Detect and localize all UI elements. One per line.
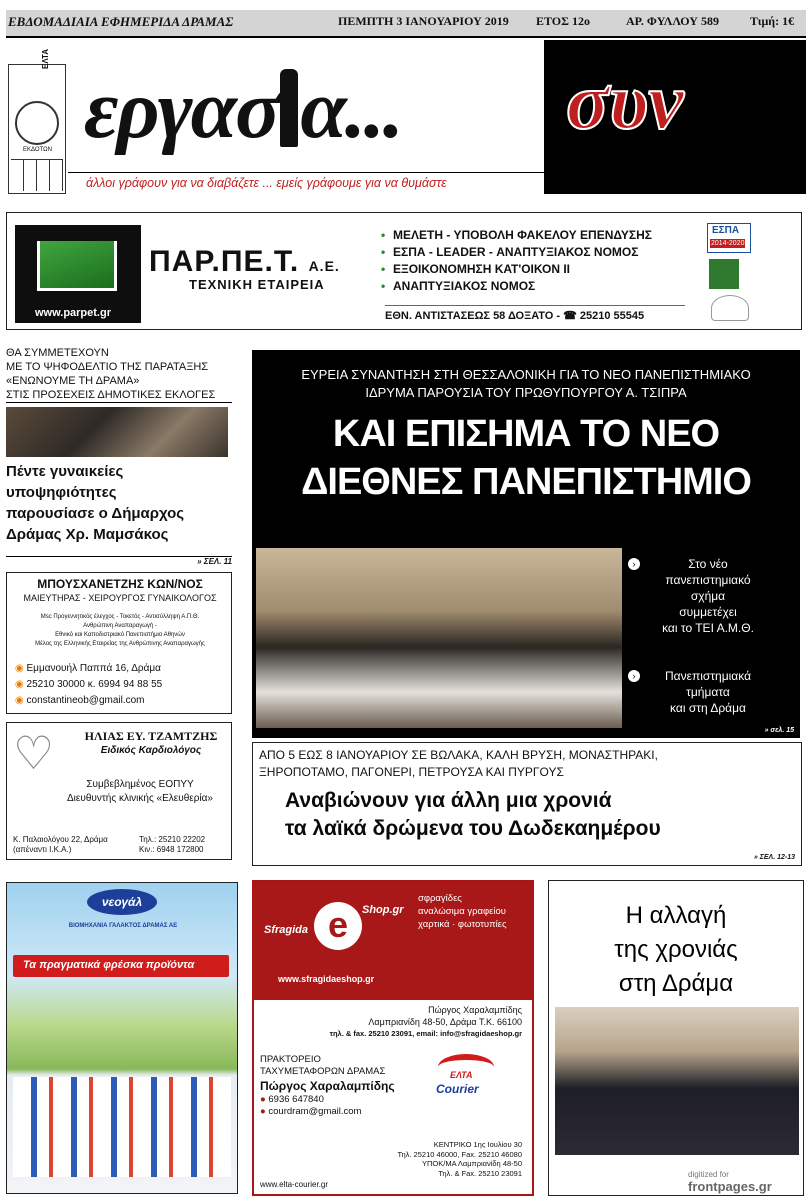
ad-doctor-gyn[interactable] [6,572,232,714]
espa-label: ΕΣΠΑ [712,225,740,236]
edition-label: ΕΒΔΟΜΑΔΙΑΙΑ ΕΦΗΜΕΡΙΔΑ ΔΡΑΜΑΣ [8,14,234,29]
doctor1-contact: ◉ Εμμανουήλ Παππά 16, Δράμα ◉ 25210 30000 κ. 6994 94 88 55 ◉ constantineob@gmail.com [15,663,163,706]
espa-logo [707,223,751,253]
sfragida-header [254,882,532,1000]
watermark-big: frontpages.gr [688,1179,772,1194]
main-story-kicker: ΕΥΡΕΙΑ ΣΥΝΑΝΤΗΣΗ ΣΤΗ ΘΕΣΣΑΛΟΝΙΚΗ ΓΙΑ ΤΟ ΝΕΟ ΠΑΝΕΠΙΣΤΗΜΙΑΚΟ ΙΔΡΥΜΑ ΠΑΡΟΥΣΙΑ ΤΟΥ ΠΡΩΘΥΠΟΥΡΓΟΥ Α. ΤΣΙΠΡΑ [301,367,751,400]
heart-icon: ♡ [13,726,55,780]
ministry-logo [711,295,749,321]
doctor2-title: Ειδικός Καρδιολόγος [100,745,202,756]
slogan-bar [68,172,546,194]
neogal-slogan-banner: Τα πραγματικά φρέσκα προϊόντα [13,955,229,977]
parpet-service-2: • ΕΣΠΑ - LEADER - ΑΝΑΠΤΥΞΙΑΚΟΣ ΝΟΜΟΣ [381,244,701,261]
arrow-icon: › [628,670,640,682]
doctor2-phones: Τηλ.: 25210 22202 Κιν.: 6948 172800 [139,835,206,854]
main-story-point-2: › Πανεπιστημιακά τμήματα και στη Δράμα [628,668,788,716]
left-story-page[interactable]: » ΣΕΛ. 11 [6,556,232,566]
main-story-point-1: › Στο νέο πανεπιστημιακό σχήμα συμμετέχει και το ΤΕΙ Α.Μ.Θ. [628,556,788,636]
phone-icon: ◉ [15,679,24,690]
right-story-headline: Η αλλαγή της χρονιάς στη Δράμα [614,902,738,997]
stamp-mid-text: ΕΚΔΟΤΩΝ [23,147,52,153]
stamp-circle [15,101,59,145]
folk-story[interactable] [252,742,802,866]
title-red: συν [566,58,684,146]
arrow-icon: › [628,558,640,570]
title-tail: α... [300,63,402,156]
parpet-services [381,227,701,295]
watermark-small: digitized for [688,1170,729,1179]
left-story-photo [6,407,228,457]
issue-number: ΑΡ. ΦΥΛΛΟΥ 589 [626,14,719,28]
right-story[interactable] [548,880,804,1196]
parpet-url: www.parpet.gr [35,307,111,319]
parpet-logo [15,225,141,323]
parpet-address-line [385,305,685,322]
elta-agency: ΠΡΑΚΤΟΡΕΙΟ ΤΑΧΥΜΕΤΑΦΟΡΩΝ ΔΡΑΜΑΣ Πώργος Χαραλαμπίδης ● 6936 647840 ● courdram@gmail.com [260,1054,395,1117]
espa-years: 2014-2020 [711,240,745,247]
issue-date: ΠΕΜΠΤΗ 3 ΙΑΝΟΥΑΡΙΟΥ 2019 [338,14,509,28]
ad-parpet[interactable] [6,212,802,330]
left-story[interactable] [6,346,232,568]
doctor2-line2: Διευθυντής κλινικής «Ελευθερία» [66,793,213,804]
main-story[interactable] [252,350,800,738]
location-icon: ◉ [15,663,24,674]
sfragida-services: σφραγίδες αναλώσιμα γραφείου χαρτικά · φωτοτυπίες [418,893,507,930]
main-story-page[interactable]: » σελ. 15 [764,727,794,734]
ad-neogal[interactable] [6,882,238,1194]
left-story-kicker: ΘΑ ΣΥΜΜΕΤΕΧΟΥΝ ΜΕ ΤΟ ΨΗΦΟΔΕΛΤΙΟ ΤΗΣ ΠΑΡΑΤΑΞΗΣ «ΕΝΩΝΟΥΜΕ ΤΗ ΔΡΑΜΑ» ΣΤΙΣ ΠΡΟΣΕΧΕΙΣ ΔΗΜΟΤΙΚΕΣ ΕΚΛΟΓΕΣ [6,346,232,403]
year-label: ΕΤΟΣ 12ο [536,14,590,28]
sfragida-e-icon: e [314,902,362,950]
neogal-logo: νεογάλ [87,889,157,915]
folk-story-kicker: ΑΠΟ 5 ΕΩΣ 8 ΙΑΝΟΥΑΡΙΟΥ ΣΕ ΒΩΛΑΚΑ, ΚΑΛΗ ΒΡΥΣΗ, ΜΟΝΑΣΤΗΡΑΚΙ, ΞΗΡΟΠΟΤΑΜΟ, ΠΑΓΟΝΕΡΙ, ΠΕΤΡΟΥΣΑ ΚΑΙ ΠΥΡΓΟΥΣ [259,748,658,779]
watermark [688,1170,808,1200]
main-story-headline: ΚΑΙ ΕΠΙΣΗΜΑ ΤΟ ΝΕΟ ΔΙΕΘΝΕΣ ΠΑΝΕΠΙΣΤΗΜΙΟ [301,413,751,503]
parpet-address: ΕΘΝ. ΑΝΤΙΣΤΑΣΕΩΣ 58 ΔΟΞΑΤΟ - [385,310,561,322]
elta-url[interactable]: www.elta-courier.gr [260,1180,329,1189]
price-label: Τιμή: 1€ [750,14,795,28]
parpet-service-1: • ΜΕΛΕΤΗ - ΥΠΟΒΟΛΗ ΦΑΚΕΛΟΥ ΕΠΕΝΔΥΣΗΣ [381,227,701,244]
phone-icon: ● [260,1094,266,1105]
postage-stamp [8,48,66,194]
ad-sfragida[interactable] [252,880,534,1196]
neogal-company: ΒΙΟΜΗΧΑΝΙΑ ΓΑΛΑΚΤΟΣ ΔΡΑΜΑΣ ΑΕ [68,923,178,929]
email-icon: ◉ [15,695,24,706]
slogan: άλλοι γράφουν για να διαβάζετε ... εμείς γράφουμε για να θυμάστε [86,176,447,190]
folk-story-page[interactable]: » ΣΕΛ. 12-13 [753,854,795,861]
masthead-red-panel [544,40,806,194]
masthead [6,40,806,196]
doctor2-line1: Συμβεβλημένος ΕΟΠΥΥ [86,779,194,790]
phone-icon: ☎ [563,310,577,322]
parpet-phone: 25210 55545 [579,310,645,322]
neogal-products [13,1077,231,1177]
parpet-name: ΠΑΡ.ΠΕ.Τ. Α.Ε. [149,245,340,278]
parpet-service-4: • ΑΝΑΠΤΥΞΙΑΚΟΣ ΝΟΜΟΣ [381,278,701,295]
pen-icon [280,69,298,147]
elta-branches: ΚΕΝΤΡΙΚΟ 1ης Ιουλίου 30 Τηλ. 25210 46000, Fax. 25210 46080 ΥΠΟΚ/ΜΑ Λαμπριανίδη 48-50 Τηλ. & Fax. 25210 23091 [397,1140,522,1178]
sfragida-url[interactable]: www.sfragidaeshop.gr [278,974,375,984]
doctor1-title: ΜΑΙΕΥΤΗΡΑΣ - ΧΕΙΡΟΥΡΓΟΣ ΓΥΝΑΙΚΟΛΟΓΟΣ [23,593,217,603]
main-story-photo [256,548,622,728]
sfragida-logo-right: Shop.gr [362,904,404,916]
parpet-service-3: • ΕΞΟΙΚΟΝΟΜΗΣΗ ΚΑΤ'ΟΙΚΟΝ ΙΙ [381,261,701,278]
doctor2-address: Κ. Παλαιολόγου 22, Δράμα (απέναντι Ι.Κ.Α.) [13,835,108,854]
leader-logo [709,259,739,289]
masthead-title [84,63,524,178]
right-story-photo [555,1007,799,1155]
doctor2-name: ΗΛΙΑΣ ΕΥ. ΤΖΑΜΤΖΗΣ [84,729,218,743]
doctor1-credentials: Μsc Προγεννητικός έλεγχος - Τοκετός - Αντισύλληψη Α.Π.Θ. Ανθρώπινη Αναπαραγωγή - Εθνικό και Καποδιστριακό Πανεπιστήμιο Αθηνών Μέλος της Ελληνικής Εταιρείας της Ανθρώπινης Αναπαραγωγής [35,614,205,647]
folk-story-headline: Αναβιώνουν για άλλη μια χρονιά τα λαϊκά δρώμενα του Δωδεκαημέρου [285,789,661,840]
parpet-subtitle: ΤΕΧΝΙΚΗ ΕΤΑΙΡΕΙΑ [189,277,325,292]
doctor1-name: ΜΠΟΥΣΧΑΝΕΤΖΗΣ ΚΩΝ/ΝΟΣ [37,577,203,591]
sfragida-details: Πώργος Χαραλαμπίδης Λαμπριανίδη 48-50, Δράμα Τ.Κ. 66100 τηλ. & fax. 25210 23091, email: info@sfragidaeshop.gr [329,1005,522,1038]
elta-logo: ΕΛΤΑ Courier [428,1054,500,1098]
house-icon [37,241,117,291]
sfragida-logo-left: Sfragida [264,924,309,936]
stamp-top-text: ΕΛΤΑ [41,48,50,69]
ad-doctor-cardio[interactable] [6,722,232,860]
top-bar [6,10,806,38]
stamp-grid [11,159,63,191]
left-story-headline: Πέντε γυναικείες υποψηφιότητες παρουσίασε ο Δήμαρχος Δράμας Χρ. Μαμσάκος [6,463,185,543]
email-icon: ● [260,1106,266,1117]
title-main: εργασ [84,63,279,156]
